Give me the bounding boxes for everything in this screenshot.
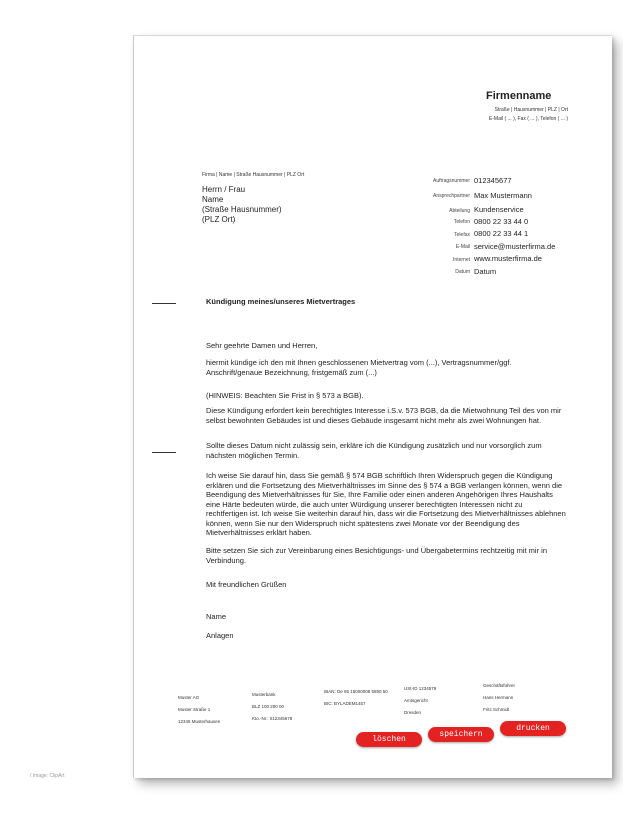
body-paragraph: (HINWEIS: Beachten Sie Frist in § 573 a BGB). xyxy=(206,391,364,400)
recipient-name: Name xyxy=(202,195,224,204)
letter-subject: Kündigung meines/unseres Mietvertrages xyxy=(206,297,356,306)
letter-closing: Mit freundlichen Grüßen xyxy=(206,580,287,589)
image-credit: / Image: ClipArt xyxy=(30,773,65,779)
attachments-label: Anlagen xyxy=(206,631,234,640)
letter-salutation: Sehr geehrte Damen und Herren, xyxy=(206,341,318,350)
company-contact: E-Mail ( ... ), Fax ( ... ), Telefon ( ... ) xyxy=(488,116,568,122)
fold-mark xyxy=(152,452,176,453)
info-label: Telefax xyxy=(454,232,470,238)
recipient-salutation: Herrn / Frau xyxy=(202,185,246,194)
delete-button[interactable]: löschen xyxy=(356,732,422,747)
footer-company xyxy=(178,692,220,728)
recipient-city: (PLZ Ort) xyxy=(202,215,236,224)
info-label: Telefon xyxy=(453,219,470,225)
info-value: www.musterfirma.de xyxy=(474,254,542,263)
info-value: Kundenservice xyxy=(474,205,524,214)
info-value: Max Mustermann xyxy=(474,191,532,200)
footer-text: Fritz Schmidt xyxy=(483,707,510,712)
body-paragraph: Sollte dieses Datum nicht zulässig sein, erkläre ich die Kündigung zusätzlich und nur vorsorglich zum nächsten möglichen Termin. xyxy=(206,441,542,460)
footer-text: Hans Hermann xyxy=(483,695,514,700)
company-name: Firmenname xyxy=(486,90,552,102)
info-value: 0800 22 33 44 1 xyxy=(474,229,529,238)
signature-name: Name xyxy=(206,612,227,621)
info-label: Internet xyxy=(453,257,470,263)
body-paragraph: Diese Kündigung erfordert kein berechtigtes Interesse i.S.v. 573 BGB, da die Mietwohnung Teil des von mir selbst bewohnten Gebäudes ist und dieses Gebäude insgesamt nicht mehr als zwei Wohnungen hat. xyxy=(206,406,562,425)
footer-text: Amtsgericht xyxy=(404,698,428,703)
footer-text: Muster AG xyxy=(178,695,200,700)
info-label: E-Mail xyxy=(455,244,470,250)
footer-text: Dresden xyxy=(404,710,422,715)
company-address: Straße | Hausnummer | PLZ | Ort xyxy=(494,107,568,113)
footer-text: BIC: BYLADEM1457 xyxy=(324,701,366,706)
footer-text: 12345 Musterhausen xyxy=(178,719,221,724)
footer-text: Geschäftsführer xyxy=(483,683,516,688)
footer-bank xyxy=(252,689,292,725)
footer-text: USt-ID 1234579 xyxy=(404,686,437,691)
info-label: Auftragsnummer xyxy=(433,178,470,184)
info-value: service@musterfirma.de xyxy=(474,242,556,251)
footer-register xyxy=(404,683,436,719)
info-label: Ansprechpartner xyxy=(433,193,470,199)
footer-management xyxy=(483,680,515,716)
info-value: 012345677 xyxy=(474,176,512,185)
body-paragraph: Ich weise Sie darauf hin, dass Sie gemäß § 574 BGB schriftlich Ihren Widerspruch gegen die Kündigung erklären und die Fortsetzung des Mietverhältnisses im Sinne des § 574 a BGB verlangen können, wenn die Beendigung des Mietverhältnisses für Sie, Ihre Familie oder einen anderen Angehörigen Ihres Haushalts eine Härte bedeuten würde, die auch unter Würdigung unserer berechtigten Interessen nicht zu rechtfertigen ist. Ich weise Sie weiterhin darauf hin, dass wir die Fortsetzung des Mietverhältnisses ablehnen können, wenn Sie nur den Widerspruch nicht spätestens zwei Monate vor der Beendigung des Mietverhältnisses erklärt haben. xyxy=(206,471,566,537)
footer-text: Kto.-Nr.: 012345678 xyxy=(252,716,293,721)
recipient-street: (Straße Hausnummer) xyxy=(202,205,282,214)
footer-iban xyxy=(324,686,388,710)
sender-line: Firma | Name | Straße Hausnummer | PLZ Ort xyxy=(202,172,305,178)
save-button[interactable]: speichern xyxy=(428,727,494,742)
info-label: Abteilung xyxy=(449,208,470,214)
info-label: Datum xyxy=(455,269,470,275)
fold-mark xyxy=(152,303,176,304)
info-value: 0800 22 33 44 0 xyxy=(474,217,529,226)
info-value: Datum xyxy=(474,267,497,276)
footer-text: Muster Straße 1 xyxy=(178,707,211,712)
footer-text: IBAN: De 65 15000008 5890 50 xyxy=(324,689,388,694)
footer-text: Musterbank xyxy=(252,692,276,697)
body-paragraph: Bitte setzen Sie sich zur Vereinbarung eines Besichtigungs- und Übergabetermins rechtzeitig mit mir in Verbindung. xyxy=(206,546,548,565)
footer-text: BLZ 100 200 00 xyxy=(252,704,285,709)
body-paragraph: hiermit kündige ich den mit Ihnen geschlossenen Mietvertrag vom (...), Vertragsnummer/ggf. Anschrift/genaue Bezeichnung, fristgemäß zum (...) xyxy=(206,358,512,377)
print-button[interactable]: drucken xyxy=(500,721,566,736)
letter-page xyxy=(133,35,612,778)
